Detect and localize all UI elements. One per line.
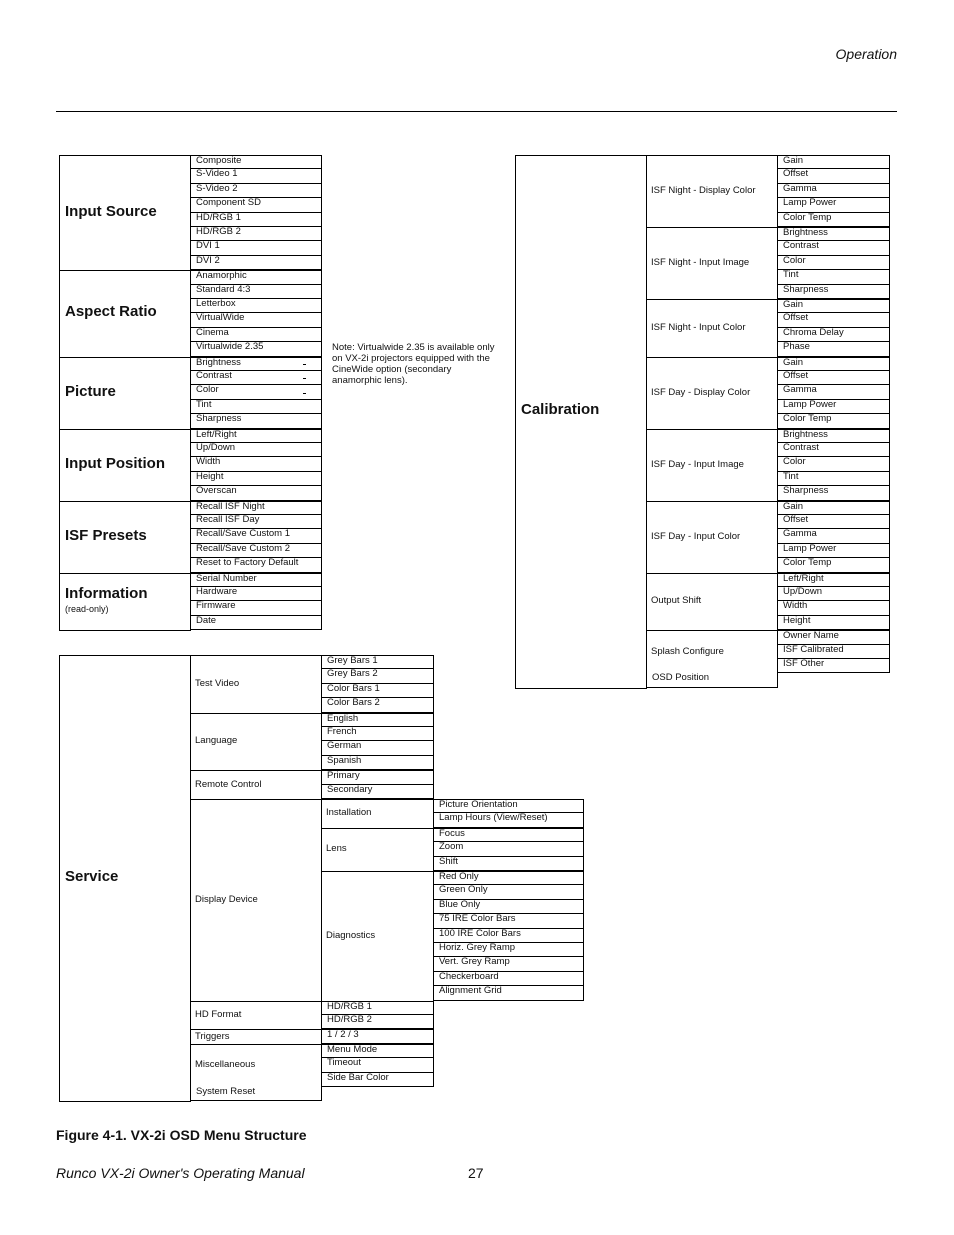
menu-item: Alignment Grid bbox=[433, 986, 584, 1000]
miscellaneous-label: Miscellaneous bbox=[195, 1059, 256, 1071]
menu-item: DVI 2 bbox=[190, 256, 322, 270]
menu-item: Sharpness bbox=[777, 486, 890, 500]
display-device-label: Display Device bbox=[195, 893, 258, 905]
menu-item: HD/RGB 1 bbox=[190, 213, 322, 227]
menu-item: Recall/Save Custom 2 bbox=[190, 544, 322, 558]
menu-item: VirtualWide bbox=[190, 313, 322, 327]
remote-control-label: Remote Control bbox=[195, 778, 262, 790]
section-header: Operation bbox=[835, 46, 897, 62]
menu-item: Horiz. Grey Ramp bbox=[433, 943, 584, 957]
test-video-label: Test Video bbox=[195, 677, 240, 689]
menu-item: Recall/Save Custom 1 bbox=[190, 529, 322, 543]
menu-item: Color bbox=[190, 385, 322, 399]
menu-item: Recall ISF Day bbox=[190, 515, 322, 529]
system-reset-item: System Reset bbox=[190, 1087, 322, 1101]
menu-item: Offset bbox=[777, 313, 890, 327]
menu-item: Tint bbox=[190, 400, 322, 414]
menu-item: Green Only bbox=[433, 885, 584, 899]
menu-item: Reset to Factory Default bbox=[190, 558, 322, 572]
menu-item: Contrast bbox=[777, 241, 890, 255]
menu-item: Gain bbox=[777, 155, 890, 169]
isf-presets-title: ISF Presets bbox=[65, 526, 147, 544]
menu-item: Lamp Power bbox=[777, 198, 890, 212]
menu-item: Focus bbox=[433, 828, 584, 842]
calibration-group-label: ISF Day - Display Color bbox=[651, 386, 751, 398]
menu-item: Left/Right bbox=[190, 429, 322, 443]
menu-item: Timeout bbox=[321, 1058, 434, 1072]
menu-item: Color Temp bbox=[777, 213, 890, 227]
menu-item: Offset bbox=[777, 515, 890, 529]
menu-item: Brightness bbox=[777, 429, 890, 443]
information-title: Information bbox=[65, 585, 148, 603]
menu-item: DVI 1 bbox=[190, 241, 322, 255]
menu-item: Gain bbox=[777, 357, 890, 371]
menu-item: Up/Down bbox=[190, 443, 322, 457]
menu-item: Letterbox bbox=[190, 299, 322, 313]
menu-item: Firmware bbox=[190, 601, 322, 615]
language-label: Language bbox=[195, 735, 238, 747]
calibration-title: Calibration bbox=[521, 401, 600, 419]
picture-title: Picture bbox=[65, 382, 116, 400]
menu-item: Gamma bbox=[777, 529, 890, 543]
menu-item: Color Bars 2 bbox=[321, 698, 434, 712]
menu-item: S-Video 1 bbox=[190, 169, 322, 183]
calibration-group-label: ISF Day - Input Color bbox=[651, 530, 741, 542]
menu-item: Brightness bbox=[777, 227, 890, 241]
menu-item: Vert. Grey Ramp bbox=[433, 957, 584, 971]
menu-item: Primary bbox=[321, 770, 434, 784]
virtualwide-note: Note: Virtualwide 2.35 is available only on VX-2i projectors equipped with the CineWide option (secondary anamorphic lens). bbox=[332, 342, 495, 386]
menu-item: Overscan bbox=[190, 486, 322, 500]
menu-item: Gain bbox=[777, 501, 890, 515]
menu-item: Phase bbox=[777, 342, 890, 356]
menu-item: Standard 4:3 bbox=[190, 285, 322, 299]
menu-item: Recall ISF Night bbox=[190, 501, 322, 515]
osd-position-item: OSD Position bbox=[646, 673, 778, 687]
menu-item: Secondary bbox=[321, 785, 434, 799]
menu-item: Chroma Delay bbox=[777, 328, 890, 342]
menu-item: 100 IRE Color Bars bbox=[433, 929, 584, 943]
menu-item: Blue Only bbox=[433, 900, 584, 914]
service-title: Service bbox=[65, 868, 119, 886]
menu-item: Serial Number bbox=[190, 573, 322, 587]
menu-item: Left/Right bbox=[777, 573, 890, 587]
footer-manual-title: Runco VX-2i Owner's Operating Manual bbox=[56, 1165, 305, 1181]
menu-item: S-Video 2 bbox=[190, 184, 322, 198]
menu-item: HD/RGB 1 bbox=[321, 1001, 434, 1015]
menu-item: Sharpness bbox=[190, 414, 322, 428]
menu-item: Picture Orientation bbox=[433, 799, 584, 813]
menu-item: German bbox=[321, 741, 434, 755]
tick-mark bbox=[303, 364, 306, 365]
menu-item: Cinema bbox=[190, 328, 322, 342]
footer-page-number: 27 bbox=[468, 1165, 484, 1181]
menu-item: Color bbox=[777, 256, 890, 270]
menu-item: Shift bbox=[433, 857, 584, 871]
calibration-group-label: ISF Night - Input Image bbox=[651, 257, 750, 268]
menu-item: Lamp Hours (View/Reset) bbox=[433, 813, 584, 827]
triggers-label: Triggers bbox=[195, 1030, 230, 1042]
menu-item: Up/Down bbox=[777, 587, 890, 601]
tick-mark bbox=[303, 378, 306, 379]
menu-item: Width bbox=[777, 601, 890, 615]
menu-item: Gain bbox=[777, 299, 890, 313]
menu-item: HD/RGB 2 bbox=[190, 227, 322, 241]
menu-item: Color Temp bbox=[777, 414, 890, 428]
diagnostics-label: Diagnostics bbox=[326, 929, 376, 941]
menu-item: Hardware bbox=[190, 587, 322, 601]
input-source-title: Input Source bbox=[65, 202, 157, 220]
menu-item: Composite bbox=[190, 155, 322, 169]
menu-item: Side Bar Color bbox=[321, 1073, 434, 1087]
menu-item: Width bbox=[190, 457, 322, 471]
menu-item: Sharpness bbox=[777, 285, 890, 299]
menu-item: 1 / 2 / 3 bbox=[321, 1029, 434, 1043]
calibration-group-label: ISF Day - Input Image bbox=[651, 458, 744, 470]
input-position-title: Input Position bbox=[65, 454, 165, 472]
header-rule bbox=[56, 111, 897, 112]
hd-format-label: HD Format bbox=[195, 1009, 242, 1020]
menu-item: Height bbox=[190, 472, 322, 486]
menu-item: Color Bars 1 bbox=[321, 684, 434, 698]
menu-item: ISF Other bbox=[777, 659, 890, 673]
calibration-group-label: ISF Night - Display Color bbox=[651, 185, 756, 196]
menu-item: Virtualwide 2.35 bbox=[190, 342, 322, 356]
menu-item: Lamp Power bbox=[777, 400, 890, 414]
menu-item: Offset bbox=[777, 371, 890, 385]
menu-item: Gamma bbox=[777, 385, 890, 399]
calibration-group-label: ISF Night - Input Color bbox=[651, 321, 746, 333]
calibration-group-label: Output Shift bbox=[651, 595, 702, 607]
menu-item: Lamp Power bbox=[777, 544, 890, 558]
tick-mark bbox=[303, 393, 306, 394]
information-subtitle: (read-only) bbox=[65, 604, 109, 615]
aspect-ratio-title: Aspect Ratio bbox=[65, 303, 157, 321]
menu-item: Grey Bars 2 bbox=[321, 669, 434, 683]
menu-item: Red Only bbox=[433, 871, 584, 885]
menu-item: Contrast bbox=[777, 443, 890, 457]
installation-label: Installation bbox=[326, 807, 372, 819]
menu-item: French bbox=[321, 727, 434, 741]
figure-caption: Figure 4-1. VX-2i OSD Menu Structure bbox=[56, 1127, 307, 1143]
menu-item: Checkerboard bbox=[433, 972, 584, 986]
menu-item: Menu Mode bbox=[321, 1044, 434, 1058]
menu-item: Height bbox=[777, 616, 890, 630]
lens-label: Lens bbox=[326, 843, 347, 855]
menu-item: ISF Calibrated bbox=[777, 645, 890, 659]
menu-item: Zoom bbox=[433, 842, 584, 856]
menu-item: Color Temp bbox=[777, 558, 890, 572]
menu-item: Date bbox=[190, 616, 322, 630]
calibration-box bbox=[515, 155, 647, 689]
menu-item: Component SD bbox=[190, 198, 322, 212]
menu-item: Tint bbox=[777, 270, 890, 284]
menu-item: Gamma bbox=[777, 184, 890, 198]
menu-item: Grey Bars 1 bbox=[321, 655, 434, 669]
calibration-group-label: Splash Configure bbox=[651, 645, 724, 657]
menu-item: Tint bbox=[777, 472, 890, 486]
menu-item: HD/RGB 2 bbox=[321, 1015, 434, 1029]
menu-item: Anamorphic bbox=[190, 270, 322, 284]
menu-item: Contrast bbox=[190, 371, 322, 385]
menu-item: 75 IRE Color Bars bbox=[433, 914, 584, 928]
menu-item: English bbox=[321, 713, 434, 727]
menu-item: Spanish bbox=[321, 756, 434, 770]
menu-item: Color bbox=[777, 457, 890, 471]
menu-item: Brightness bbox=[190, 357, 322, 371]
menu-item: Offset bbox=[777, 169, 890, 183]
menu-item: Owner Name bbox=[777, 630, 890, 644]
